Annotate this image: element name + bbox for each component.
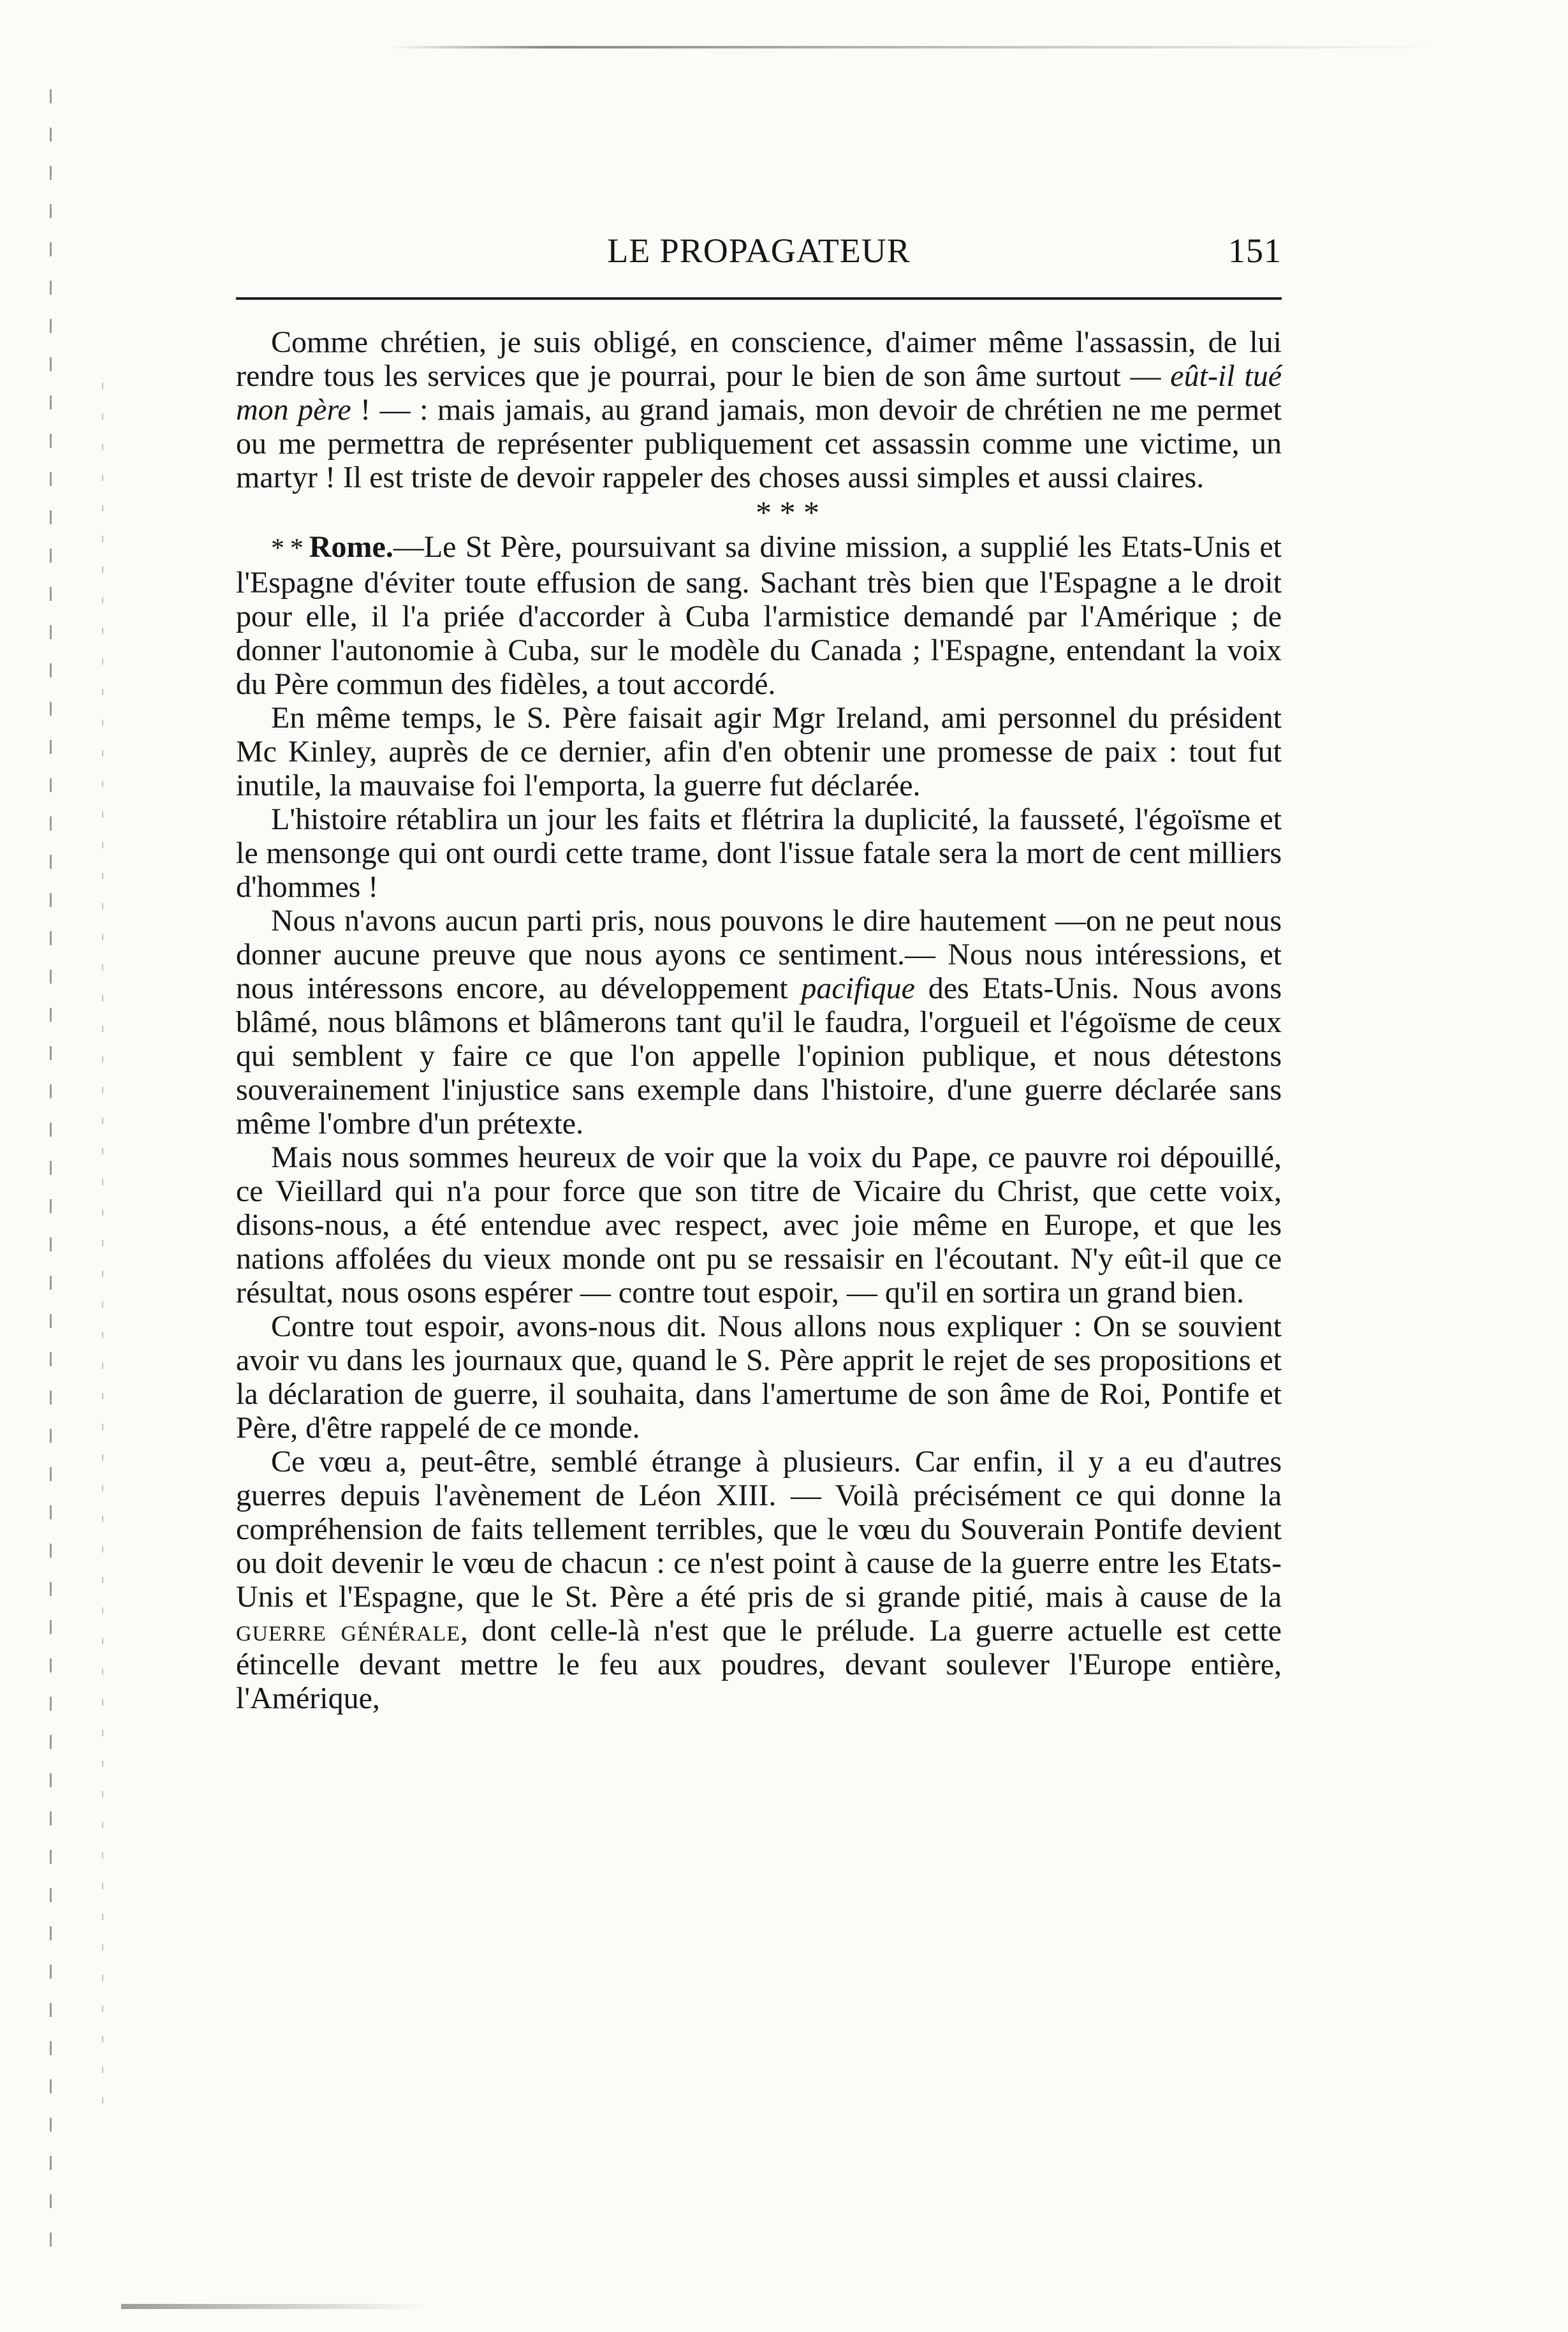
paragraph-ireland bbox=[236, 701, 1282, 802]
scan-bleed-left bbox=[102, 383, 103, 2105]
paragraph-parti-pris bbox=[236, 904, 1282, 1140]
paragraph-text: , dont celle-là n'est que le prélude. La guerre actuelle est cette étincelle devant mettre le feu aux poudres, devant soulever l'Europe entière, l'Amérique, bbox=[236, 1614, 1282, 1715]
paragraph-text: ! — : mais jamais, au grand jamais, mon devoir de chrétien ne me permet ou me permettra de représenter publiquement cet assassin comme une victime, un martyr ! Il est triste de devoir rappeler des choses aussi simples et aussi claires. bbox=[236, 393, 1282, 494]
paragraph-text: —Le St Père, poursuivant sa divine mission, a supplié les Etats-Unis et l'Espagne d'éviter toute effusion de sang. Sachant très bien que l'Espagne a le droit pour elle, il l'a priée d'accorder à Cuba l'armistice demandé par l'Amérique ; de donner l'autonomie à Cuba, sur le modèle du Canada ; l'Espagne, entendant la voix du Père commun des fidèles, a tout accordé. bbox=[236, 530, 1282, 701]
paragraph-text: des Etats-Unis. Nous avons blâmé, nous blâmons et blâmerons tant qu'il le faudra, l'orgueil et l'égoïsme de ceux qui semblent y faire ce que l'on appelle l'opinion publique, et nous détestons souverainement l'injustice sans exemple dans l'histoire, d'une guerre déclarée sans même l'ombre d'un prétexte. bbox=[236, 971, 1282, 1140]
paragraph-text: L'histoire rétablira un jour les faits et flétrira la duplicité, la fausseté, l'égoïsme et le mensonge qui ont ourdi cette trame, dont l'issue fatale sera la mort de cent milliers d'hommes ! bbox=[236, 802, 1282, 904]
scan-edge-left bbox=[50, 89, 52, 2258]
paragraph-rome bbox=[236, 530, 1282, 701]
paragraph-text: Mais nous sommes heureux de voir que la voix du Pape, ce pauvre roi dépouillé, ce Vieillard qui n'a pour force que son titre de Vicaire du Christ, que cette voix, disons-nous, a été entendue avec respect, avec joie même en Europe, et que les nations affolées du vieux monde ont pu se ressaisir en l'écoutant. N'y eût-il que ce résultat, nous osons espérer — contre tout espoir, — qu'il en sortira un grand bien. bbox=[236, 1140, 1282, 1310]
paragraph-text: En même temps, le S. Père faisait agir Mgr Ireland, ami personnel du président Mc Kinley, auprès de ce dernier, afin d'en obtenir une promesse de paix : tout fut inutile, la mauvaise foi l'emporta, la guerre fut déclarée. bbox=[236, 701, 1282, 802]
publication-title: LE PROPAGATEUR bbox=[607, 232, 911, 270]
paragraph-text: Ce vœu a, peut-être, semblé étrange à plusieurs. Car enfin, il y a eu d'autres guerres depuis l'avènement de Léon XIII. — Voilà précisément ce qui donne la compréhension de faits tellement terribles, que le vœu du Souverain Pontife devient ou doit devenir le vœu de chacun : ce n'est point à cause de la guerre entre les Etats-Unis et l'Espagne, que le St. Père a été pris de si grande pitié, mais à cause de la bbox=[236, 1445, 1282, 1614]
emphasis-text: eût-il tué mon père bbox=[236, 359, 1282, 427]
article-body bbox=[236, 325, 1282, 1715]
scan-edge-top bbox=[389, 46, 1441, 48]
paragraph-text: Comme chrétien, je suis obligé, en conscience, d'aimer même l'assassin, de lui rendre tous les services que je pourrai, pour le bien de son âme surtout — bbox=[236, 325, 1282, 393]
section-asterism: * * * bbox=[756, 494, 819, 530]
emphasis-text: pacifique bbox=[801, 971, 915, 1005]
paragraph-voeu bbox=[236, 1445, 1282, 1715]
paragraph-text: Nous n'avons aucun parti pris, nous pouvons le dire hautement —on ne peut nous donner aucune preuve que nous ayons ce sentiment.— Nous nous intéressions, et nous intéressons encore, au développement bbox=[236, 904, 1282, 1005]
running-header bbox=[236, 217, 1282, 274]
printed-page bbox=[236, 217, 1282, 1715]
scan-edge-bottom bbox=[121, 2304, 427, 2309]
header-rule bbox=[236, 297, 1282, 300]
small-caps-text: guerre générale bbox=[236, 1614, 460, 1648]
paragraph-stars: * * bbox=[271, 534, 309, 563]
section-heading-word: Rome. bbox=[309, 530, 393, 564]
paragraph-contre-tout-espoir bbox=[236, 1310, 1282, 1445]
paragraph-conscience bbox=[236, 325, 1282, 494]
paragraph-histoire bbox=[236, 802, 1282, 904]
paragraph-voix-du-pape bbox=[236, 1140, 1282, 1310]
page-number: 151 bbox=[1228, 232, 1282, 270]
paragraph-text: Contre tout espoir, avons-nous dit. Nous allons nous expliquer : On se souvient avoir vu dans les journaux que, quand le S. Père apprit le rejet de ses propositions et la déclaration de guerre, il souhaita, dans l'amertume de son âme de Roi, Pontife et Père, d'être rappelé de ce monde. bbox=[236, 1310, 1282, 1445]
